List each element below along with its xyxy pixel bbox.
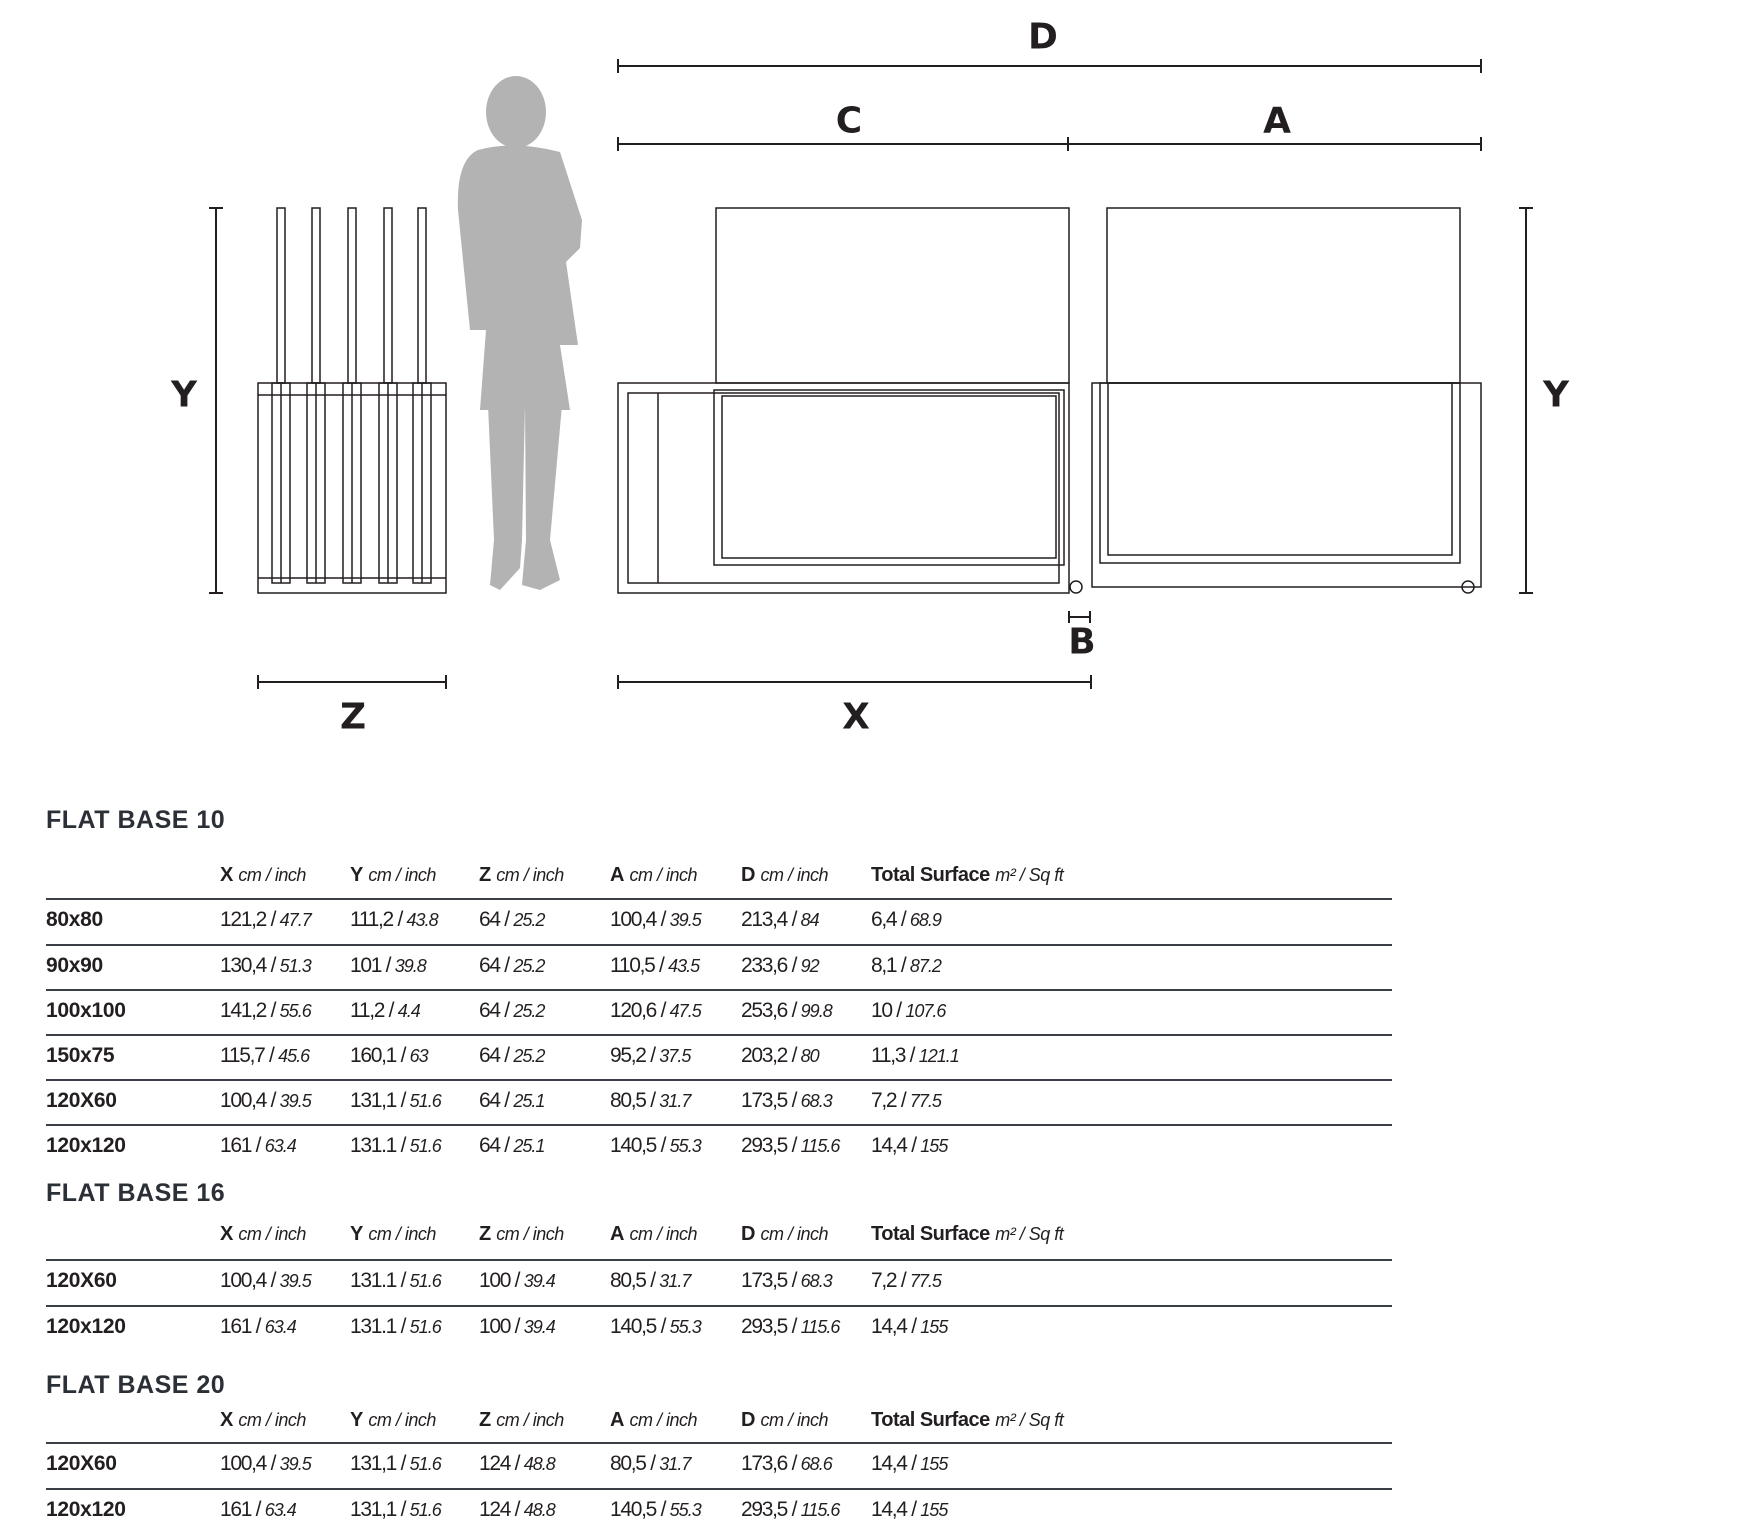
column-header	[741, 1223, 828, 1246]
table-cell: 64 / 25.1	[479, 1134, 545, 1157]
cm-value: 100,4	[610, 908, 657, 931]
cm-value: 100	[479, 1269, 511, 1292]
cm-value: 100	[479, 1315, 511, 1338]
cm-value: 14,4	[871, 1498, 907, 1521]
column-unit: cm / inch	[496, 865, 564, 885]
cm-value: 140,5	[610, 1498, 657, 1521]
cm-value: 124	[479, 1498, 511, 1521]
cm-value: 131,1	[350, 1498, 397, 1521]
table-cell: 253,6 / 99.8	[741, 999, 832, 1022]
column-key: Z	[479, 1223, 491, 1245]
table-cell: 140,5 / 55.3	[610, 1134, 701, 1157]
cm-value: 100,4	[220, 1452, 267, 1475]
table-cell: 130,4 / 51.3	[220, 954, 311, 977]
row-size: 120X60	[46, 1089, 117, 1112]
inch-value: 77.5	[909, 1271, 941, 1291]
inch-value: 155	[920, 1454, 948, 1474]
row-divider	[46, 1305, 1392, 1307]
inch-value: 37.5	[659, 1046, 691, 1066]
column-unit: cm / inch	[629, 1224, 698, 1244]
section-title: FLAT BASE 16	[46, 1179, 226, 1207]
inch-value: 68.3	[800, 1091, 832, 1111]
inch-value: 115.6	[800, 1136, 840, 1156]
inch-value: 39.4	[523, 1271, 555, 1291]
cm-value: 110,5	[610, 954, 655, 977]
label-Z: Z	[339, 696, 367, 738]
table-cell: 64 / 25.1	[479, 1089, 545, 1112]
cm-value: 80,5	[610, 1269, 646, 1292]
cm-value: 131,1	[350, 1452, 397, 1475]
table-cell: 14,4 / 155	[871, 1498, 948, 1521]
column-key: Y	[350, 1223, 363, 1245]
row-divider	[46, 944, 1392, 946]
inch-value: 77.5	[909, 1091, 941, 1111]
cm-value: 160,1	[350, 1044, 397, 1067]
table-cell: 131,1 / 51.6	[350, 1452, 441, 1475]
cm-value: 64	[479, 954, 500, 977]
table-cell: 8,1 / 87.2	[871, 954, 941, 977]
table-cell: 100,4 / 39.5	[610, 908, 701, 931]
inch-value: 51.6	[409, 1091, 441, 1111]
column-unit: cm / inch	[760, 1224, 829, 1244]
column-header	[741, 1409, 828, 1432]
table-cell: 100,4 / 39.5	[220, 1089, 311, 1112]
inch-value: 31.7	[659, 1091, 691, 1111]
inch-value: 63.4	[264, 1136, 296, 1156]
table-cell: 115,7 / 45.6	[220, 1044, 310, 1067]
cm-value: 7,2	[871, 1089, 897, 1112]
row-divider	[46, 1488, 1392, 1490]
column-unit: cm / inch	[238, 865, 306, 885]
planter-side-view	[258, 208, 446, 593]
table-cell: 80,5 / 31.7	[610, 1089, 691, 1112]
row-size: 120x120	[46, 1134, 126, 1157]
row-size: 120X60	[46, 1452, 117, 1475]
inch-value: 48.8	[523, 1454, 555, 1474]
inch-value: 25.2	[513, 1001, 545, 1021]
table-cell: 14,4 / 155	[871, 1315, 948, 1338]
table-cell: 293,5 / 115.6	[741, 1134, 840, 1157]
inch-value: 51.6	[409, 1454, 441, 1474]
cm-value: 120,6	[610, 999, 657, 1022]
column-unit: cm / inch	[760, 1410, 829, 1430]
cm-value: 293,5	[741, 1134, 788, 1157]
column-key: X	[220, 864, 233, 886]
column-unit: cm / inch	[368, 1410, 436, 1430]
inch-value: 55.3	[669, 1500, 701, 1520]
label-C: C	[835, 100, 863, 142]
cm-value: 141,2	[220, 999, 267, 1022]
cm-value: 14,4	[871, 1134, 907, 1157]
table-cell: 131.1 / 51.6	[350, 1269, 441, 1292]
table-cell: 173,5 / 68.3	[741, 1269, 832, 1292]
table-cell: 160,1 / 63	[350, 1044, 428, 1067]
inch-value: 43.8	[406, 910, 438, 930]
column-header	[871, 864, 1063, 887]
table-cell: 141,2 / 55.6	[220, 999, 311, 1022]
cm-value: 101	[350, 954, 382, 977]
column-key: Z	[479, 864, 491, 886]
row-size: 90x90	[46, 954, 103, 977]
column-unit: m² / Sq ft	[995, 1224, 1064, 1244]
cm-value: 124	[479, 1452, 511, 1475]
column-header	[871, 1223, 1063, 1246]
inch-value: 39.5	[669, 910, 701, 930]
inch-value: 63.4	[264, 1500, 296, 1520]
inch-value: 155	[920, 1317, 948, 1337]
inch-value: 55.3	[669, 1136, 701, 1156]
cm-value: 64	[479, 1134, 500, 1157]
table-cell: 161 / 63.4	[220, 1498, 296, 1521]
column-unit: m² / Sq ft	[995, 865, 1064, 885]
row-size: 100x100	[46, 999, 126, 1022]
column-header	[871, 1409, 1063, 1432]
dimension-line-D	[618, 59, 1481, 73]
column-header	[610, 864, 697, 887]
cm-value: 80,5	[610, 1452, 646, 1475]
inch-value: 51.6	[409, 1500, 441, 1520]
section-title: FLAT BASE 10	[46, 806, 226, 834]
column-key: A	[610, 864, 624, 886]
cm-value: 95,2	[610, 1044, 646, 1067]
column-header	[220, 1409, 306, 1432]
table-cell: 11,3 / 121.1	[871, 1044, 959, 1067]
table-cell: 10 / 107.6	[871, 999, 946, 1022]
label-A: A	[1263, 100, 1291, 142]
cm-value: 140,5	[610, 1134, 657, 1157]
dimension-line-Y-left	[209, 208, 223, 593]
cm-value: 203,2	[741, 1044, 788, 1067]
column-unit: cm / inch	[496, 1410, 564, 1430]
table-cell: 124 / 48.8	[479, 1452, 555, 1475]
table-cell: 64 / 25.2	[479, 908, 545, 931]
table-cell: 213,4 / 84	[741, 908, 819, 931]
column-key: X	[220, 1223, 233, 1245]
cm-value: 131,1	[350, 1089, 397, 1112]
cm-value: 140,5	[610, 1315, 657, 1338]
column-unit: cm / inch	[496, 1224, 564, 1244]
row-divider	[46, 898, 1392, 900]
table-cell: 100,4 / 39.5	[220, 1269, 311, 1292]
inch-value: 155	[920, 1500, 948, 1520]
row-divider	[46, 1259, 1392, 1261]
column-key: Total Surface	[871, 1223, 990, 1245]
inch-value: 48.8	[523, 1500, 555, 1520]
inch-value: 115.6	[800, 1500, 840, 1520]
dimension-line-X	[618, 675, 1091, 689]
cm-value: 14,4	[871, 1315, 907, 1338]
row-divider	[46, 1034, 1392, 1036]
inch-value: 39.5	[279, 1271, 311, 1291]
inch-value: 55.6	[279, 1001, 311, 1021]
column-header	[479, 864, 564, 887]
column-header	[350, 1223, 436, 1246]
column-key: A	[610, 1223, 624, 1245]
column-unit: cm / inch	[629, 1410, 698, 1430]
cm-value: 11,3	[871, 1044, 906, 1067]
column-key: Z	[479, 1409, 491, 1431]
inch-value: 115.6	[800, 1317, 840, 1337]
inch-value: 31.7	[659, 1454, 691, 1474]
inch-value: 47.5	[669, 1001, 701, 1021]
inch-value: 80	[800, 1046, 819, 1066]
inch-value: 55.3	[669, 1317, 701, 1337]
column-header	[350, 1409, 436, 1432]
column-key: D	[741, 1223, 755, 1245]
table-cell: 100,4 / 39.5	[220, 1452, 311, 1475]
inch-value: 25.1	[513, 1136, 545, 1156]
table-cell: 131,1 / 51.6	[350, 1498, 441, 1521]
cm-value: 161	[220, 1315, 252, 1338]
row-divider	[46, 989, 1392, 991]
table-cell: 233,6 / 92	[741, 954, 819, 977]
inch-value: 39.8	[394, 956, 426, 976]
cm-value: 173,5	[741, 1269, 788, 1292]
dimension-line-Z	[258, 675, 446, 689]
inch-value: 68.3	[800, 1271, 832, 1291]
inch-value: 51.6	[409, 1271, 441, 1291]
cm-value: 80,5	[610, 1089, 646, 1112]
inch-value: 4.4	[397, 1001, 420, 1021]
inch-value: 68.9	[909, 910, 941, 930]
table-cell: 110,5 / 43.5	[610, 954, 700, 977]
column-header	[220, 1223, 306, 1246]
table-cell: 14,4 / 155	[871, 1452, 948, 1475]
table-cell: 120,6 / 47.5	[610, 999, 701, 1022]
label-B: B	[1068, 621, 1096, 663]
inch-value: 47.7	[279, 910, 311, 930]
cm-value: 14,4	[871, 1452, 907, 1475]
cm-value: 111,2	[350, 908, 393, 931]
column-unit: cm / inch	[368, 865, 436, 885]
inch-value: 155	[920, 1136, 948, 1156]
inch-value: 25.1	[513, 1091, 545, 1111]
table-cell: 161 / 63.4	[220, 1134, 296, 1157]
column-unit: cm / inch	[238, 1410, 306, 1430]
table-cell: 80,5 / 31.7	[610, 1269, 691, 1292]
cm-value: 64	[479, 999, 500, 1022]
inch-value: 68.6	[800, 1454, 832, 1474]
row-size: 120x120	[46, 1498, 126, 1521]
cm-value: 64	[479, 1044, 500, 1067]
table-cell: 11,2 / 4.4	[350, 999, 420, 1022]
table-cell: 161 / 63.4	[220, 1315, 296, 1338]
label-Y-left: Y	[170, 374, 198, 416]
cm-value: 100,4	[220, 1269, 267, 1292]
table-cell: 124 / 48.8	[479, 1498, 555, 1521]
cm-value: 100,4	[220, 1089, 267, 1112]
cm-value: 233,6	[741, 954, 788, 977]
cm-value: 293,5	[741, 1315, 788, 1338]
cm-value: 131.1	[350, 1269, 397, 1292]
cm-value: 121,2	[220, 908, 267, 931]
column-key: Total Surface	[871, 864, 990, 886]
table-cell: 203,2 / 80	[741, 1044, 819, 1067]
inch-value: 25.2	[513, 910, 545, 930]
table-cell: 173,6 / 68.6	[741, 1452, 832, 1475]
inch-value: 31.7	[659, 1271, 691, 1291]
inch-value: 39.5	[279, 1454, 311, 1474]
table-cell: 131.1 / 51.6	[350, 1315, 441, 1338]
inch-value: 51.3	[279, 956, 311, 976]
inch-value: 121.1	[918, 1046, 959, 1066]
person-silhouette	[458, 76, 582, 590]
column-unit: cm / inch	[760, 865, 829, 885]
column-unit: m² / Sq ft	[995, 1410, 1064, 1430]
inch-value: 51.6	[409, 1136, 441, 1156]
cm-value: 8,1	[871, 954, 897, 977]
table-cell: 7,2 / 77.5	[871, 1089, 941, 1112]
table-cell: 140,5 / 55.3	[610, 1498, 701, 1521]
planter-front-view	[618, 208, 1481, 593]
table-cell: 173,5 / 68.3	[741, 1089, 832, 1112]
column-header	[220, 864, 306, 887]
cm-value: 6,4	[871, 908, 897, 931]
column-key: D	[741, 864, 755, 886]
table-cell: 14,4 / 155	[871, 1134, 948, 1157]
column-unit: cm / inch	[629, 865, 698, 885]
row-size: 120x120	[46, 1315, 126, 1338]
inch-value: 51.6	[409, 1317, 441, 1337]
cm-value: 161	[220, 1498, 252, 1521]
label-D: D	[1028, 16, 1058, 58]
cm-value: 10	[871, 999, 892, 1022]
table-cell: 100 / 39.4	[479, 1269, 555, 1292]
table-cell: 140,5 / 55.3	[610, 1315, 701, 1338]
inch-value: 25.2	[513, 956, 545, 976]
inch-value: 84	[800, 910, 819, 930]
cm-value: 64	[479, 1089, 500, 1112]
row-divider	[46, 1079, 1392, 1081]
inch-value: 92	[800, 956, 819, 976]
inch-value: 45.6	[278, 1046, 310, 1066]
label-Y-right: Y	[1542, 374, 1570, 416]
table-cell: 64 / 25.2	[479, 954, 545, 977]
column-header	[610, 1409, 697, 1432]
column-header	[610, 1223, 697, 1246]
inch-value: 39.4	[523, 1317, 555, 1337]
cm-value: 161	[220, 1134, 252, 1157]
column-key: Total Surface	[871, 1409, 990, 1431]
column-unit: cm / inch	[368, 1224, 436, 1244]
table-cell: 7,2 / 77.5	[871, 1269, 941, 1292]
table-cell: 293,5 / 115.6	[741, 1315, 840, 1338]
cm-value: 131.1	[350, 1134, 397, 1157]
table-cell: 64 / 25.2	[479, 999, 545, 1022]
row-divider	[46, 1442, 1392, 1444]
section-title: FLAT BASE 20	[46, 1371, 226, 1399]
column-unit: cm / inch	[238, 1224, 306, 1244]
row-size: 120X60	[46, 1269, 117, 1292]
cm-value: 293,5	[741, 1498, 788, 1521]
row-divider	[46, 1124, 1392, 1126]
table-cell: 6,4 / 68.9	[871, 908, 941, 931]
inch-value: 99.8	[800, 1001, 832, 1021]
cm-value: 213,4	[741, 908, 788, 931]
column-header	[479, 1409, 564, 1432]
column-header	[741, 864, 828, 887]
dimension-line-C-A	[618, 137, 1481, 151]
cm-value: 130,4	[220, 954, 267, 977]
table-cell: 64 / 25.2	[479, 1044, 545, 1067]
table-cell: 111,2 / 43.8	[350, 908, 438, 931]
table-cell: 80,5 / 31.7	[610, 1452, 691, 1475]
column-key: Y	[350, 864, 363, 886]
cm-value: 173,6	[741, 1452, 788, 1475]
row-size: 80x80	[46, 908, 103, 931]
table-cell: 95,2 / 37.5	[610, 1044, 691, 1067]
cm-value: 131.1	[350, 1315, 397, 1338]
table-cell: 293,5 / 115.6	[741, 1498, 840, 1521]
dimension-line-Y-right	[1519, 208, 1533, 593]
table-cell: 101 / 39.8	[350, 954, 426, 977]
inch-value: 25.2	[513, 1046, 545, 1066]
inch-value: 39.5	[279, 1091, 311, 1111]
inch-value: 63.4	[264, 1317, 296, 1337]
label-X: X	[842, 696, 870, 738]
inch-value: 107.6	[905, 1001, 946, 1021]
table-cell: 100 / 39.4	[479, 1315, 555, 1338]
column-key: X	[220, 1409, 233, 1431]
cm-value: 7,2	[871, 1269, 897, 1292]
table-cell: 131.1 / 51.6	[350, 1134, 441, 1157]
inch-value: 87.2	[909, 956, 941, 976]
cm-value: 173,5	[741, 1089, 788, 1112]
row-size: 150x75	[46, 1044, 115, 1067]
cm-value: 253,6	[741, 999, 788, 1022]
cm-value: 11,2	[350, 999, 385, 1022]
table-cell: 131,1 / 51.6	[350, 1089, 441, 1112]
column-key: D	[741, 1409, 755, 1431]
inch-value: 43.5	[668, 956, 700, 976]
column-header	[479, 1223, 564, 1246]
column-header	[350, 864, 436, 887]
table-cell: 121,2 / 47.7	[220, 908, 311, 931]
cm-value: 115,7	[220, 1044, 265, 1067]
column-key: Y	[350, 1409, 363, 1431]
cm-value: 64	[479, 908, 500, 931]
column-key: A	[610, 1409, 624, 1431]
inch-value: 63	[409, 1046, 428, 1066]
